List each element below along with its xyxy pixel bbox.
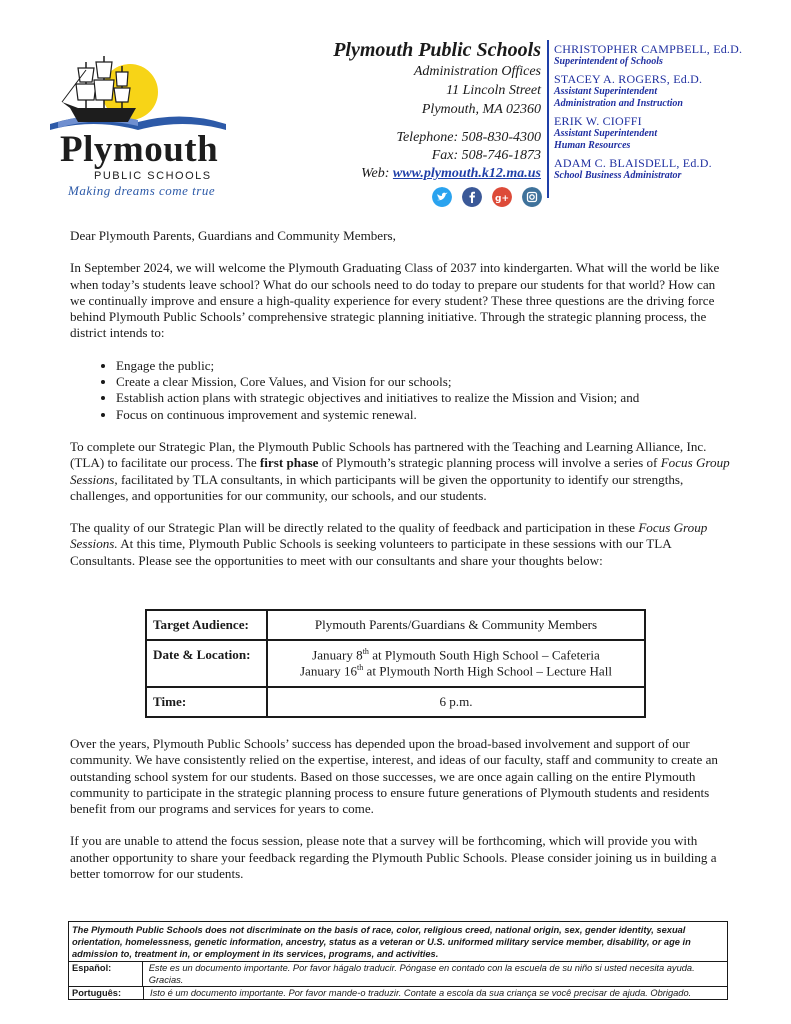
emphasis-focus-groups: Focus Group Sessions <box>70 455 730 487</box>
web-label: Web: <box>361 166 390 181</box>
language-text: Isto é um documento importante. Por favor mande-o traduzir. Contate a escola da sua criança se você precisar de ajuda. Obrigado. <box>150 988 692 998</box>
web-line <box>221 165 541 183</box>
list-item: • Focus on continuous improvement and systemic renewal. <box>116 407 730 423</box>
street-address: 11 Lincoln Street <box>446 83 541 98</box>
office-name: Administration Offices <box>413 64 541 79</box>
admin-title: School Business Administrator <box>554 170 682 181</box>
date-location-label: Date & Location: <box>146 640 267 687</box>
instagram-icon[interactable] <box>522 187 542 207</box>
session-1: January 8th at Plymouth South High School – Cafeteria <box>312 647 600 663</box>
salutation: Dear Plymouth Parents, Guardians and Community Members, <box>70 228 396 243</box>
language-label: Português: <box>69 987 144 999</box>
org-name: Plymouth Public Schools <box>333 39 541 61</box>
time-label: Time: <box>146 687 267 717</box>
administrator-list <box>554 42 784 186</box>
admin-title: Superintendent of Schools <box>554 56 663 67</box>
list-item: • Establish action plans with strategic objectives and initiatives to realize the Mission and Vision; and <box>116 390 730 406</box>
language-label: Español: <box>69 962 143 986</box>
admin-name: ERIK W. CIOFFI <box>554 114 642 128</box>
language-row-spanish <box>69 961 727 986</box>
facebook-icon[interactable] <box>462 187 482 207</box>
table-row <box>146 610 645 640</box>
session-schedule-table <box>145 609 646 718</box>
language-text: Este es un documento importante. Por favor hágalo traducir. Póngase en contado con la escuela de su niño si usted necesita ayuda. Gracias. <box>148 963 695 985</box>
emphasis-first-phase: first phase <box>259 455 319 471</box>
goals-list <box>70 358 730 423</box>
google-plus-icon[interactable] <box>492 187 512 207</box>
letter-body <box>70 228 730 585</box>
paragraph-volunteers: The quality of our Strategic Plan will be directly related to the quality of feedback and participation in these Focus Group Sessions. At this time, Plymouth Public Schools is seeking volunteers to participate in these sessions with our TLA Consultants. Please see the opportunities to meet with our consultants and share your thoughts below: <box>70 520 708 568</box>
admin-title: Assistant Superintendent <box>554 86 658 97</box>
ship-sun-icon <box>48 50 228 135</box>
logo-wordmark: Plymouth <box>60 129 219 170</box>
city-address: Plymouth, MA 02360 <box>421 102 541 117</box>
emphasis-focus-groups: Focus Group Sessions. <box>70 520 708 552</box>
administrator <box>554 42 784 68</box>
administrator <box>554 156 784 182</box>
paragraph-survey: If you are unable to attend the focus session, please note that a survey will be forthcoming, which will provide you with another opportunity to share your feedback regarding the Plymouth Public Schools. Please consider joining us in building a better tomorrow for our students. <box>70 833 717 882</box>
address-block <box>221 38 541 183</box>
paragraph-partnership: To complete our Strategic Plan, the Plymouth Public Schools has partnered with the Teaching and Learning Alliance, Inc. (TLA) to facilitate our process. The first phase of Plymouth’s strategic planning process will involve a series of Focus Group Sessions, facilitated by TLA consultants, in which participants will be given the opportunity to identify our strengths, challenges, and opportunities for our community, our schools, and our students. <box>70 438 730 503</box>
admin-title: Human Resources <box>554 140 631 151</box>
admin-title: Assistant Superintendent <box>554 128 658 139</box>
social-icons <box>432 187 542 209</box>
website-link[interactable]: www.plymouth.k12.ma.us <box>392 166 541 181</box>
fax: Fax: 508-746-1873 <box>431 148 541 163</box>
nondiscrimination-statement: The Plymouth Public Schools does not discriminate on the basis of race, color, religious creed, national origin, sex, gender identity, sexual orientation, homelessness, genetic information, ancestry, status as a veteran or U.S. uniformed military service member, disability, or age in admission to, treatment in, or employment in its services, programs, and activities. <box>72 925 691 959</box>
audience-value: Plymouth Parents/Guardians & Community Members <box>267 610 645 640</box>
header-divider <box>547 40 549 198</box>
time-value: 6 p.m. <box>267 687 645 717</box>
paragraph-history: Over the years, Plymouth Public Schools’ success has depended upon the broad-based involvement and support of our community. We have consistently relied on the expertise, interest, and ideas of our faculty, staff and community to create an outstanding school system for our students. Based on those successes, we are once again calling on the entire Plymouth community to participate in the strategic planning process to ensure future generations of Plymouth students and residents benefit from our programs and services for years to come. <box>70 736 718 817</box>
district-logo <box>48 50 228 198</box>
audience-label: Target Audience: <box>146 610 267 640</box>
logo-subtitle: PUBLIC SCHOOLS <box>94 170 212 182</box>
twitter-icon[interactable] <box>432 187 452 207</box>
svg-text:g+: g+ <box>495 194 509 204</box>
admin-name: ADAM C. BLAISDELL, Ed.D. <box>554 156 712 170</box>
admin-name: CHRISTOPHER CAMPBELL, Ed.D. <box>554 42 743 56</box>
session-2: January 16th at Plymouth North High School – Lecture Hall <box>299 663 613 679</box>
language-row-portuguese <box>69 986 727 999</box>
table-row <box>146 687 645 717</box>
list-item: • Create a clear Mission, Core Values, and Vision for our schools; <box>116 374 730 390</box>
admin-title: Administration and Instruction <box>554 98 683 109</box>
administrator <box>554 72 784 110</box>
paragraph-intro: In September 2024, we will welcome the Plymouth Graduating Class of 2037 into kindergarten. What will the world be like when today’s students leave school? What do our schools need to do today to prepare our students for that world? How can we continually improve and ensure a high-quality experience for every student? These three questions are the driving force behind Plymouth Public Schools’ comprehensive strategic planning initiative. Through the strategic planning process, the district intends to: <box>70 260 720 341</box>
table-row <box>146 640 645 687</box>
administrator <box>554 114 784 152</box>
telephone: Telephone: 508-830-4300 <box>396 130 541 145</box>
admin-name: STACEY A. ROGERS, Ed.D. <box>554 72 703 86</box>
letter-closing <box>70 736 730 882</box>
logo-tagline: Making dreams come true <box>68 183 216 198</box>
list-item: • Engage the public; <box>116 358 730 374</box>
footer-notice <box>68 921 728 1000</box>
date-location-value <box>267 640 645 687</box>
